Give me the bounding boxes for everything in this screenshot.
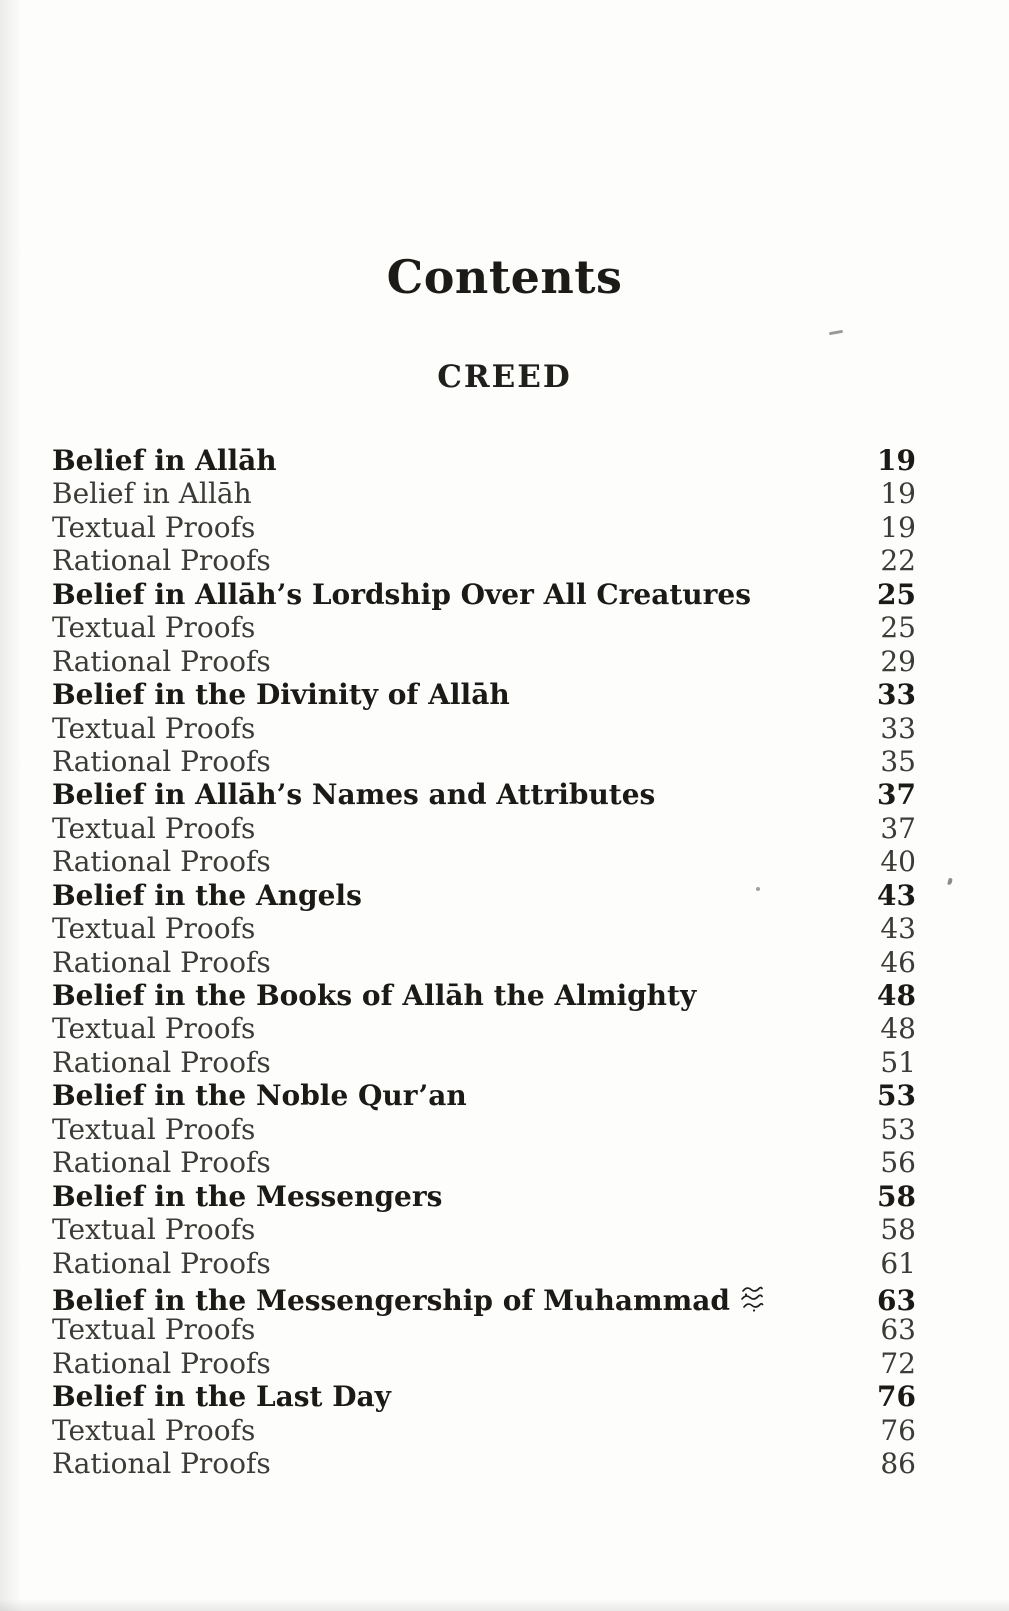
toc-entry-page-number: 63: [877, 1283, 916, 1317]
toc-entry-page-number: 33: [880, 711, 916, 745]
toc-entry-page-number: 53: [880, 1112, 916, 1146]
toc-entry: [52, 845, 916, 878]
toc-entry-page-number: 46: [880, 945, 916, 979]
toc-entry: [52, 778, 916, 811]
toc-entry: [52, 1046, 916, 1079]
toc-entry: [52, 745, 916, 778]
toc-entry-label: [52, 1313, 255, 1346]
toc-entry: [52, 1079, 916, 1112]
toc-entry-title: Rational Proofs: [52, 1447, 271, 1481]
toc-entry-title: Rational Proofs: [52, 1346, 271, 1380]
toc-entry-label: [52, 477, 252, 510]
toc-entry-page-number: 86: [880, 1447, 916, 1481]
toc-entry: [52, 946, 916, 979]
toc-entry-page-number: 53: [877, 1079, 916, 1113]
toc-entry-label: [52, 1213, 255, 1246]
toc-entry-title: Textual Proofs: [52, 912, 256, 946]
table-of-contents: [52, 444, 916, 1481]
toc-entry-title: Textual Proofs: [52, 1112, 256, 1146]
toc-entry-title: Rational Proofs: [52, 644, 271, 678]
toc-entry-title: Textual Proofs: [52, 510, 256, 544]
toc-entry-page-number: 35: [880, 744, 916, 778]
toc-entry-page-number: 25: [877, 577, 916, 611]
toc-entry-label: [52, 1079, 467, 1112]
toc-entry-title: Belief in the Angels: [52, 878, 362, 912]
toc-entry-title: Belief in the Divinity of Allāh: [52, 678, 510, 712]
toc-entry-label: [52, 1280, 764, 1317]
toc-entry-label: [52, 1113, 255, 1146]
toc-entry: [52, 1280, 916, 1317]
toc-entry: [52, 1380, 916, 1413]
toc-entry-page-number: 29: [880, 644, 916, 678]
toc-entry-label: [52, 712, 255, 745]
toc-entry-label: [52, 778, 655, 811]
toc-entry-page-number: 58: [877, 1179, 916, 1213]
toc-entry: [52, 1012, 916, 1045]
toc-entry-label: [52, 745, 271, 778]
toc-entry-title: Rational Proofs: [52, 845, 271, 879]
section-heading: CREED: [437, 359, 572, 395]
toc-entry-page-number: 33: [877, 678, 916, 712]
toc-entry-page-number: 40: [880, 845, 916, 879]
toc-entry-title: Textual Proofs: [52, 611, 256, 645]
toc-entry: [52, 544, 916, 577]
toc-entry-label: [52, 1180, 442, 1213]
toc-entry-page-number: 63: [880, 1313, 916, 1347]
toc-entry-title: Textual Proofs: [52, 711, 256, 745]
toc-entry-page-number: 37: [880, 811, 916, 845]
toc-entry: [52, 578, 916, 611]
toc-entry-label: [52, 578, 751, 611]
toc-entry: [52, 1247, 916, 1280]
toc-entry-title: Belief in Allāh’s Names and Attributes: [52, 778, 656, 812]
toc-entry-page-number: 43: [877, 878, 916, 912]
toc-entry-title: Textual Proofs: [52, 811, 256, 845]
toc-entry-page-number: 37: [877, 778, 916, 812]
toc-entry-title: Textual Proofs: [52, 1213, 256, 1247]
toc-entry-title: Rational Proofs: [52, 945, 271, 979]
toc-entry-label: [52, 1380, 391, 1413]
toc-entry-page-number: 48: [877, 979, 916, 1012]
toc-entry: [52, 611, 916, 644]
toc-entry-page-number: 19: [880, 477, 916, 511]
toc-entry-title: Rational Proofs: [52, 744, 271, 778]
toc-entry-label: [52, 645, 271, 678]
toc-entry-label: [52, 1046, 271, 1079]
muhammad-honorific-icon: [740, 1284, 764, 1314]
toc-entry-label: [52, 879, 362, 912]
toc-entry-label: [52, 444, 277, 477]
toc-entry-title: Belief in the Messengers: [52, 1179, 443, 1213]
toc-entry-title: Belief in Allāh: [52, 444, 277, 477]
toc-entry-page-number: 22: [880, 544, 916, 578]
toc-entry-page-number: 19: [880, 510, 916, 544]
scan-smudge-dash: [829, 330, 843, 335]
toc-entry-label: [52, 1347, 271, 1380]
toc-entry: [52, 1146, 916, 1179]
toc-entry: [52, 712, 916, 745]
toc-entry: [52, 912, 916, 945]
toc-entry-title: Belief in the Last Day: [52, 1380, 391, 1414]
toc-entry-page-number: 48: [880, 1012, 916, 1046]
toc-entry-label: [52, 812, 255, 845]
toc-entry: [52, 1180, 916, 1213]
toc-entry-title: Belief in the Noble Qur’an: [52, 1079, 467, 1113]
toc-entry: [52, 812, 916, 845]
toc-entry: [52, 477, 916, 510]
toc-entry-label: [52, 678, 510, 711]
toc-entry-label: [52, 511, 255, 544]
toc-entry: [52, 1347, 916, 1380]
toc-entry: [52, 1213, 916, 1246]
toc-entry-title: Rational Proofs: [52, 1246, 271, 1280]
toc-entry-title: Textual Proofs: [52, 1413, 256, 1447]
toc-entry: [52, 1447, 916, 1480]
toc-entry-page-number: 58: [880, 1213, 916, 1247]
toc-entry-title: Textual Proofs: [52, 1313, 256, 1347]
toc-entry: [52, 1313, 916, 1346]
toc-entry-page-number: 72: [880, 1346, 916, 1380]
toc-entry-label: [52, 1146, 271, 1179]
toc-entry-label: [52, 611, 255, 644]
toc-entry: [52, 678, 916, 711]
toc-entry-label: [52, 1447, 271, 1480]
toc-entry-title: Rational Proofs: [52, 1146, 271, 1180]
toc-entry-title: Belief in the Messengership of Muhammad: [52, 1283, 730, 1317]
toc-entry: [52, 444, 916, 477]
toc-entry: [52, 1113, 916, 1146]
toc-entry-page-number: 51: [880, 1045, 916, 1079]
scan-speck: [947, 878, 953, 886]
toc-entry-page-number: 76: [880, 1413, 916, 1447]
toc-entry-title: Belief in the Books of Allāh the Almighty: [52, 979, 697, 1012]
toc-entry-title: Rational Proofs: [52, 1045, 271, 1079]
toc-entry: [52, 645, 916, 678]
toc-entry-title: Textual Proofs: [52, 1012, 256, 1046]
page-title: Contents: [386, 250, 623, 304]
scan-speck: [756, 887, 760, 891]
toc-entry-page-number: 25: [880, 611, 916, 645]
toc-entry-label: [52, 1414, 255, 1447]
toc-entry-page-number: 61: [880, 1246, 916, 1280]
toc-entry-label: [52, 912, 255, 945]
toc-entry-label: [52, 845, 271, 878]
toc-entry-title: Belief in Allāh: [52, 477, 252, 511]
toc-entry-label: [52, 946, 271, 979]
toc-entry: [52, 511, 916, 544]
toc-entry-title: Rational Proofs: [52, 544, 271, 578]
toc-entry-page-number: 43: [880, 912, 916, 946]
toc-entry-label: [52, 1247, 271, 1280]
toc-entry-label: [52, 979, 696, 1012]
toc-entry-title: Belief in Allāh’s Lordship Over All Creatures: [52, 577, 751, 611]
toc-entry-page-number: 76: [877, 1380, 916, 1414]
toc-entry-label: [52, 1012, 255, 1045]
toc-entry-page-number: 19: [877, 444, 916, 477]
toc-entry-label: [52, 544, 271, 577]
toc-entry: [52, 1414, 916, 1447]
toc-entry-page-number: 56: [880, 1146, 916, 1180]
toc-entry: [52, 979, 916, 1012]
toc-entry: [52, 879, 916, 912]
